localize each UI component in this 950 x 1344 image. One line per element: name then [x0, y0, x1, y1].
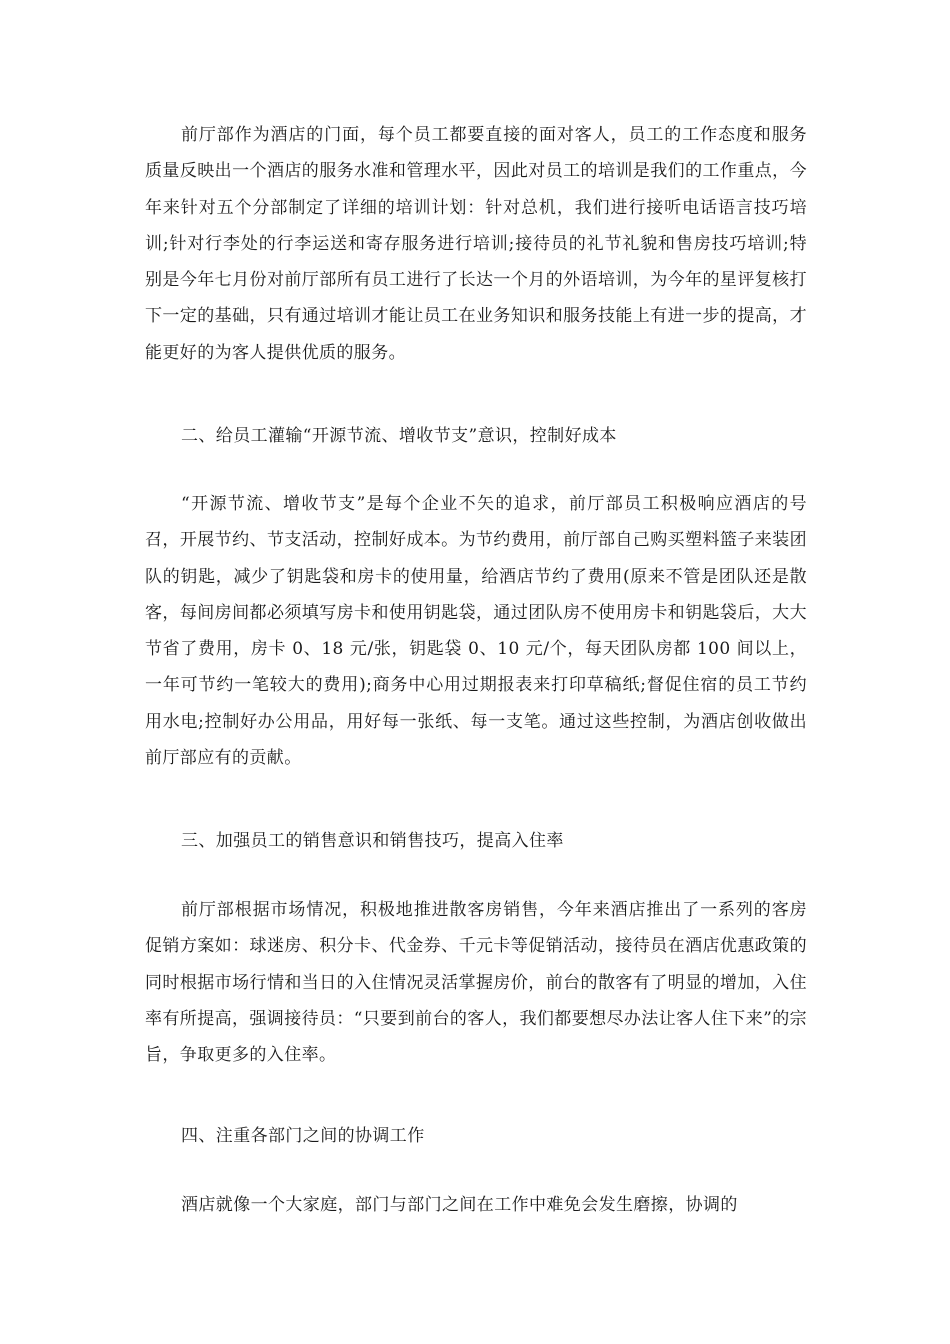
heading-department-coordination: 四、注重各部门之间的协调工作 — [181, 1126, 425, 1146]
paragraph-staff-training: 前厅部作为酒店的门面，每个员工都要直接的面对客人，员工的工作态度和服务质量反映出一个酒店的服务水准和管理水平，因此对员工的培训是我们的工作重点，今年来针对五个分部制定了详细的培训计划：针对总机，我们进行接听电话语言技巧培训;针对行李处的行李运送和寄存服务进行培训;接待员的礼节礼貌和售房技巧培训;特别是今年七月份对前厅部所有员工进行了长达一个月的外语培训，为今年的星评复核打下一定的基础，只有通过培训才能让员工在业务知识和服务技能上有进一步的提高，才能更好的为客人提供优质的服务。 — [145, 125, 807, 363]
paragraph-department-coordination: 酒店就像一个大家庭，部门与部门之间在工作中难免会发生磨擦，协调的 — [181, 1195, 738, 1215]
heading-sales-awareness: 三、加强员工的销售意识和销售技巧，提高入住率 — [181, 831, 564, 851]
paragraph-sales-awareness: 前厅部根据市场情况，积极地推进散客房销售，今年来酒店推出了一系列的客房促销方案如：球迷房、积分卡、代金券、千元卡等促销活动，接待员在酒店优惠政策的同时根据市场行情和当日的入住情况灵活掌握房价，前台的散客有了明显的增加，入住率有所提高，强调接待员：“只要到前台的客人，我们都要想尽办法让客人住下来”的宗旨，争取更多的入住率。 — [145, 900, 807, 1066]
paragraph-cost-control: “开源节流、增收节支”是每个企业不矢的追求，前厅部员工积极响应酒店的号召，开展节约、节支活动，控制好成本。为节约费用，前厅部自己购买塑料篮子来装团队的钥匙，减少了钥匙袋和房卡的使用量，给酒店节约了费用(原来不管是团队还是散客，每间房间都必须填写房卡和使用钥匙袋，通过团队房不使用房卡和钥匙袋后，大大节省了费用，房卡 0、18 元/张，钥匙袋 0、10 元/个，每天团队房都 100 间以上，一年可节约一笔较大的费用);商务中心用过期报表来打印草稿纸;督促住宿的员工节约用水电;控制好办公用品，用好每一张纸、每一支笔。通过这些控制，为酒店创收做出前厅部应有的贡献。 — [145, 494, 807, 769]
heading-cost-control: 二、给员工灌输“开源节流、增收节支”意识，控制好成本 — [181, 426, 617, 446]
